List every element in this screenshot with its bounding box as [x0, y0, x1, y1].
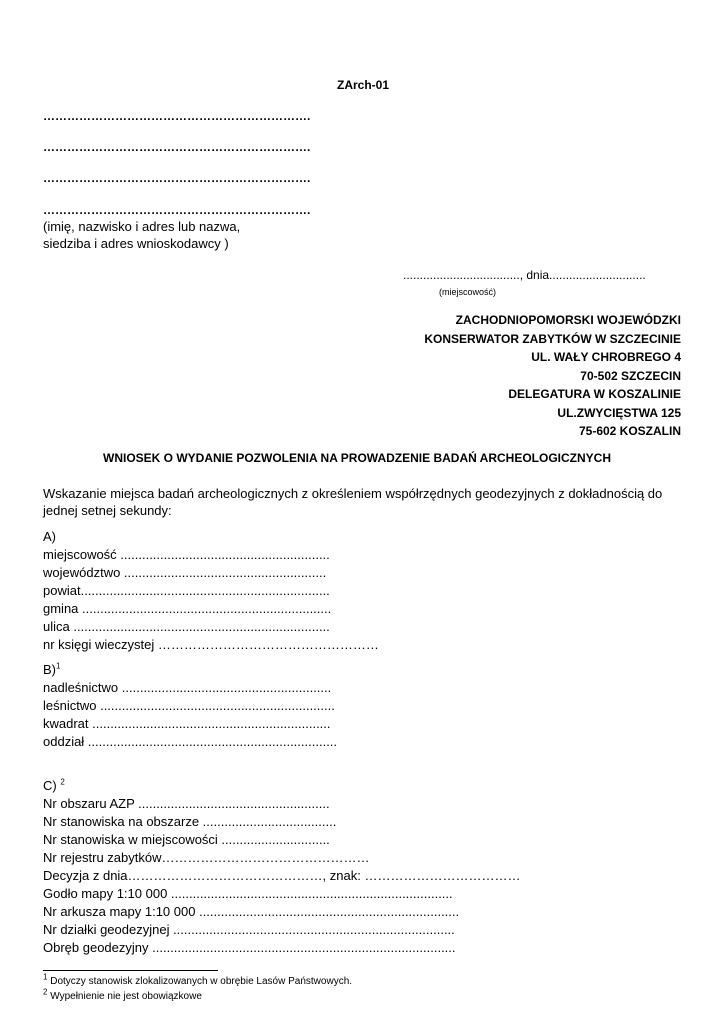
field-nr-arkusza[interactable]: Nr arkusza mapy 1:10 000 ........................................................................	[43, 904, 460, 919]
intro-line-2: jednej setnej sekundy:	[43, 503, 172, 518]
field-oddzial[interactable]: oddział .....................................................................	[43, 734, 338, 749]
applicant-line-4: ………………………………………………………….	[43, 203, 311, 217]
intro-line-1: Wskazanie miejsca badań archeologicznych z określeniem współrzędnych geodezyjnych z dokładnością do	[43, 486, 663, 501]
footnote-2-num: 2	[43, 987, 48, 997]
field-obreb[interactable]: Obręb geodezyjny ....................................................................................	[43, 940, 456, 955]
field-wojewodztwo[interactable]: województwo ........................................................	[43, 565, 327, 580]
field-kwadrat[interactable]: kwadrat ..................................................................	[43, 716, 331, 731]
footnote-1	[43, 972, 353, 987]
applicant-line-1: ………………………………………………………….	[43, 109, 311, 123]
recipient-line-5: DELEGATURA W KOSZALINIE	[508, 387, 681, 401]
form-code: ZArch-01	[337, 78, 390, 92]
place-caption: (miejscowość)	[439, 287, 497, 297]
applicant-caption-2: siedziba i adres wnioskodawcy )	[43, 236, 229, 251]
footnote-1-num: 1	[43, 972, 48, 982]
field-nr-rejestru[interactable]: Nr rejestru zabytków…………………………………………	[43, 850, 370, 865]
field-lesnictwo[interactable]: leśnictwo .................................................................	[43, 698, 335, 713]
footnote-2	[43, 987, 202, 1002]
recipient-line-1: ZACHODNIOPOMORSKI WOJEWÓDZKI	[455, 313, 681, 327]
footnote-ref-2: 2	[60, 777, 65, 787]
field-gmina[interactable]: gmina .....................................................................	[43, 601, 332, 616]
section-b-heading	[43, 661, 60, 678]
field-decyzja[interactable]: Decyzja z dnia………………………………………, znak: ………………………………	[43, 868, 521, 883]
field-godlo-mapy[interactable]: Godło mapy 1:10 000 ..............................................................................	[43, 886, 453, 901]
section-c-heading	[43, 777, 65, 794]
applicant-line-2: ………………………………………………………….	[43, 140, 311, 154]
recipient-line-2: KONSERWATOR ZABYTKÓW W SZCZECINIE	[424, 331, 681, 346]
field-ulica[interactable]: ulica .......................................................................	[43, 619, 330, 634]
field-nr-dzialki[interactable]: Nr działki geodezyjnej ..............................................................................	[43, 922, 455, 937]
section-c-label: C)	[43, 778, 57, 793]
place-date-line: ..................................., dnia.............................	[403, 268, 646, 282]
applicant-line-3: ………………………………………………………….	[43, 171, 311, 185]
field-nr-obszaru-azp[interactable]: Nr obszaru AZP .....................................................	[43, 796, 330, 811]
section-b-label: B)	[43, 662, 56, 677]
field-nadlesnictwo[interactable]: nadleśnictwo ..........................................................	[43, 680, 332, 695]
footnote-1-text: Dotyczy stanowisk zlokalizowanych w obrębie Lasów Państwowych.	[47, 976, 353, 987]
recipient-block	[424, 311, 681, 441]
field-nr-stanowiska-miejscowosc[interactable]: Nr stanowiska w miejscowości ..............................	[43, 832, 330, 847]
document-title: WNIOSEK O WYDANIE POZWOLENIA NA PROWADZENIE BADAŃ ARCHEOLOGICZNYCH	[103, 451, 611, 465]
recipient-line-3: UL. WAŁY CHROBREGO 4	[531, 350, 681, 364]
field-ksiega-wieczysta[interactable]: nr księgi wieczystej ……………………………………………	[43, 637, 379, 652]
recipient-line-6: UL.ZWYCIĘSTWA 125	[557, 405, 681, 420]
field-nr-stanowiska-obszar[interactable]: Nr stanowiska na obszarze .....................................	[43, 814, 337, 829]
footnote-divider	[43, 970, 218, 971]
field-miejscowosc[interactable]: miejscowość ..........................................................	[43, 547, 330, 562]
section-a-heading: A)	[43, 529, 56, 544]
footnote-ref-1: 1	[56, 661, 61, 671]
field-powiat[interactable]: powiat.....................................................................	[43, 583, 330, 598]
footnote-2-text: Wypełnienie nie jest obowiązkowe	[47, 991, 202, 1002]
applicant-caption-1: (imię, nazwisko i adres lub nazwa,	[43, 219, 241, 234]
recipient-line-7: 75-602 KOSZALIN	[578, 424, 681, 438]
recipient-line-4: 70-502 SZCZECIN	[580, 368, 681, 383]
